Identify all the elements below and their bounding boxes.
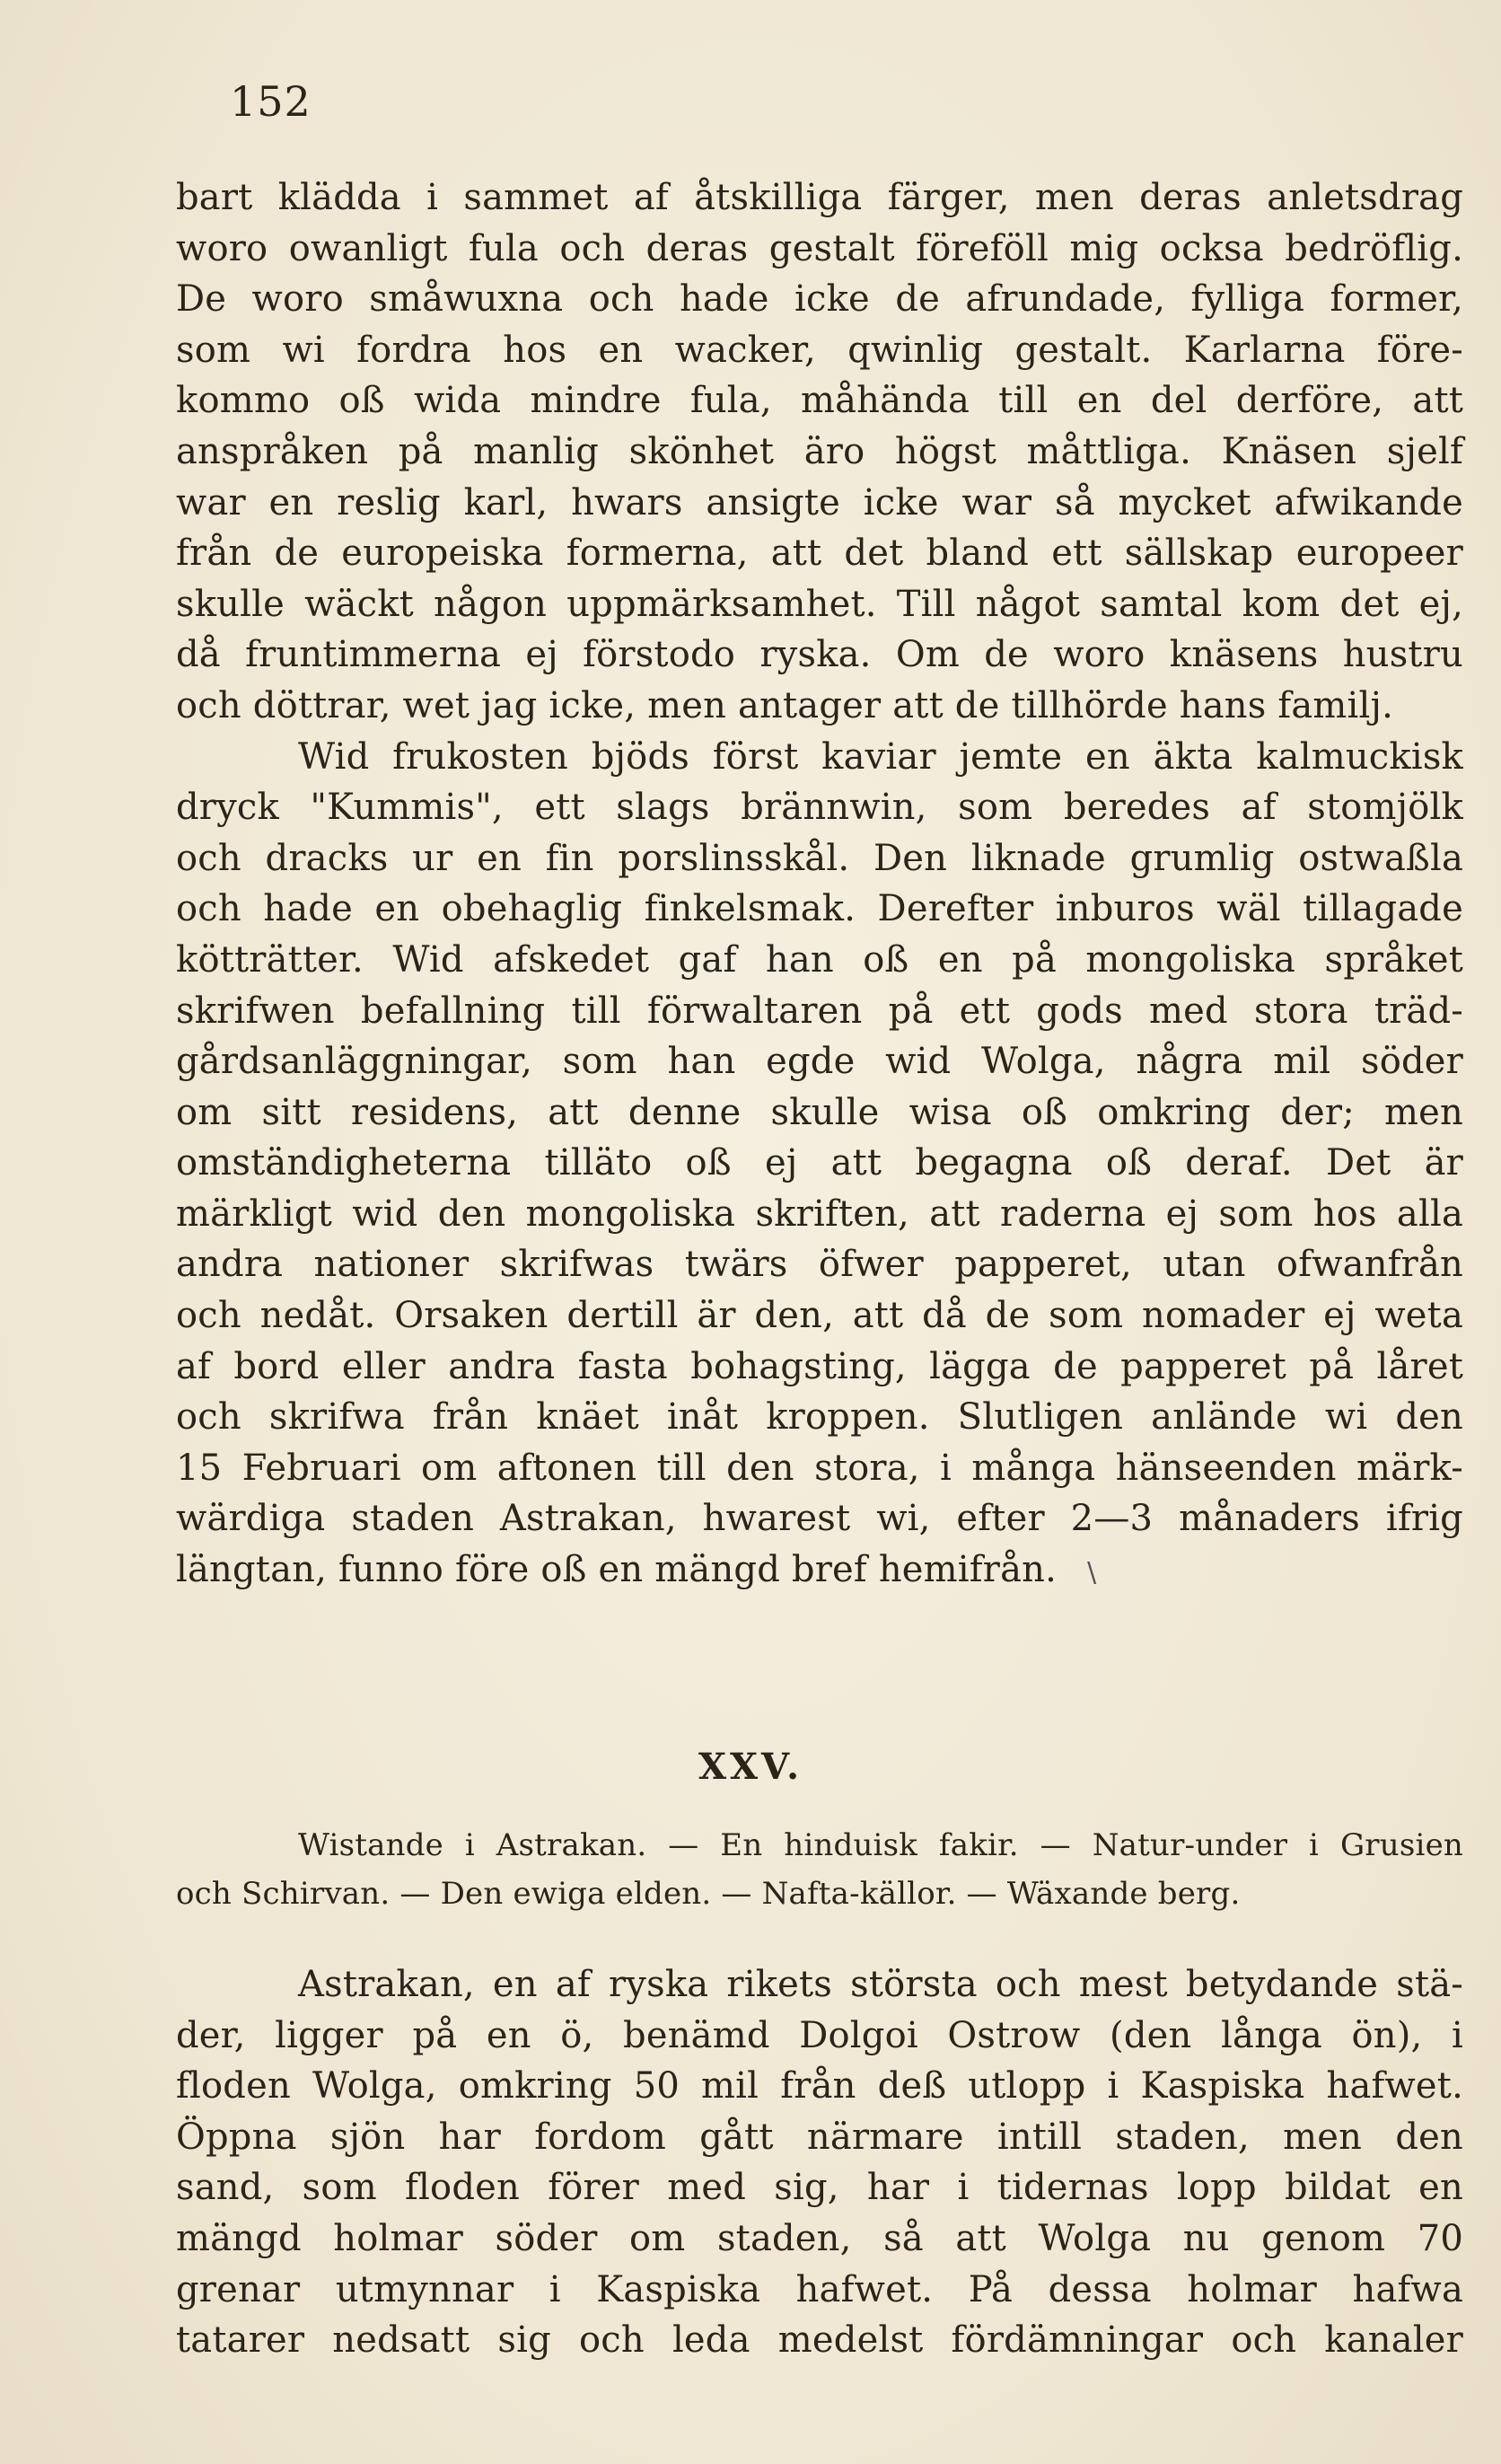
text-line: gårdsanläggningar, som han egde wid Wolga, några mil söder [176,1041,1463,1083]
text-line: woro owanligt fula och deras gestalt föreföll mig ocksa bedröflig. [176,227,1463,269]
text-line: och hade en obehaglig finkelsmak. Derefter inburos wäl tillagade [176,888,1463,930]
text-line: Öppna sjön har fordom gått närmare intill staden, men den [176,2116,1463,2158]
text-line: från de europeiska formerna, att det bland ett sällskap europeer [176,532,1463,575]
text-line: mängd holmar söder om staden, så att Wolga nu genom 70 [176,2217,1463,2259]
chapter-text-block [176,1959,1463,2366]
text-line-final [176,1544,1463,1596]
chapter-heading: XXV. [698,1746,803,1788]
chapter-summary [176,1821,1463,1918]
text-line: då fruntimmerna ej förstodo ryska. Om de woro knäsens hustru [176,634,1463,676]
text-line: wärdiga staden Astrakan, hwarest wi, efter 2—3 månaders ifrig [176,1498,1463,1540]
text-line: kötträtter. Wid afskedet gaf han oß en på mongoliska språket [176,938,1463,981]
text-line: Wid frukosten bjöds först kaviar jemte en äkta kalmuckisk [298,735,1463,778]
text-line: och nedåt. Orsaken dertill är den, att då de som nomader ej weta [176,1295,1463,1337]
text-line: som wi fordra hos en wacker, qwinlig gestalt. Karlarna före- [176,329,1463,371]
text-line: af bord eller andra fasta bohagsting, lägga de papperet på låret [176,1345,1463,1387]
summary-line: Wistande i Astrakan. — En hinduisk fakir. — Natur-under i Grusien [298,1827,1463,1863]
text-line: war en reslig karl, hwars ansigte icke war så mycket afwikande [176,481,1463,524]
text-line: skulle wäckt någon uppmärksamhet. Till något samtal kom det ej, [176,583,1463,625]
page-number: 152 [230,77,312,126]
text-line: andra nationer skrifwas twärs öfwer papperet, utan ofwanfrån [176,1244,1463,1286]
text-line: sand, som floden förer med sig, har i tidernas lopp bildat en [176,2167,1463,2209]
text-line: bart klädda i sammet af åtskilliga färger, men deras anletsdrag [176,177,1463,218]
text-line: märkligt wid den mongoliska skriften, att raderna ej som hos alla [176,1192,1463,1235]
text-line: kommo oß wida mindre fula, måhända till en del derföre, att [176,380,1463,422]
text-line: Astrakan, en af ryska rikets största och mest betydande stä- [298,1964,1463,2005]
text-line-content: längtan, funno före oß en mängd bref hemifrån. [176,1549,1058,1591]
text-line: grenar utmynnar i Kaspiska hafwet. På dessa holmar hafwa [176,2268,1463,2310]
handwritten-mark: \ [1087,1557,1097,1589]
text-line: och döttrar, wet jag icke, men antager att de tillhörde hans familj. [176,684,1394,726]
text-line: och skrifwa från knäet inåt kroppen. Slutligen anlände wi den [176,1396,1463,1439]
text-block-continued [176,172,1463,1596]
text-line: och dracks ur en fin porslinsskål. Den liknade grumlig ostwaßla [176,837,1463,879]
text-line: 15 Februari om aftonen till den stora, i många hänseenden märk- [176,1447,1463,1489]
text-line: tatarer nedsatt sig och leda medelst fördämningar och kanaler [176,2319,1463,2362]
text-line: skrifwen befallning till förwaltaren på ett gods med stora träd- [176,990,1463,1032]
text-line: floden Wolga, omkring 50 mil från deß utlopp i Kaspiska hafwet. [176,2065,1463,2108]
text-line: anspråken på manlig skönhet äro högst måttliga. Knäsen sjelf [176,430,1463,472]
text-line: dryck "Kummis", ett slags brännwin, som beredes af stomjölk [176,787,1463,829]
text-line: der, ligger på en ö, benämd Dolgoi Ostrow (den långa ön), i [176,2014,1463,2056]
text-line: De woro småwuxna och hade icke de afrundade, fylliga former, [176,278,1463,321]
text-line: om sitt residens, att denne skulle wisa oß omkring der; men [176,1091,1463,1133]
text-line: omständigheterna tilläto oß ej att begagna oß deraf. Det är [176,1142,1463,1184]
summary-line: och Schirvan. — Den ewiga elden. — Nafta-källor. — Wäxande berg. [176,1876,1241,1912]
